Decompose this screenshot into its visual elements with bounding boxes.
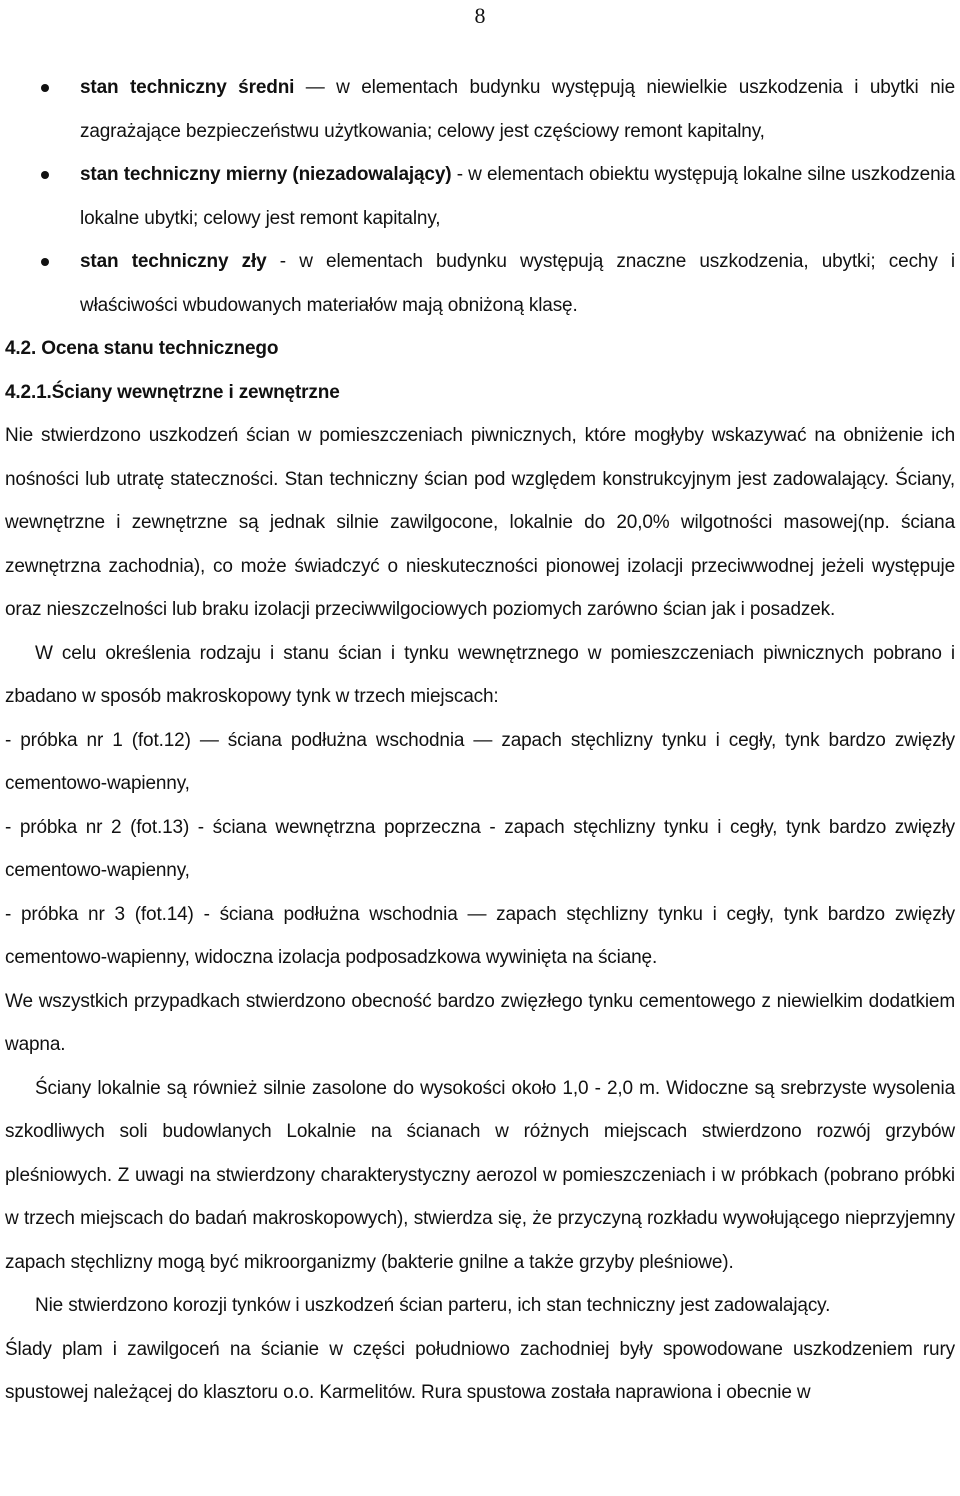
list-item [5,66,955,153]
list-item-term: stan techniczny mierny (niezadowalający) [80,164,452,185]
bullet-icon [41,258,49,266]
paragraph: - próbka nr 3 (fot.14) - ściana podłużna wschodnia — zapach stęchlizny tynku i cegły, tynk bardzo zwięzły cementowo-wapienny, widoczna izolacja podposadzkowa wywinięta na ścianę. [5,903,955,968]
list-item [5,153,955,240]
bullet-icon [41,171,49,179]
paragraph: Nie stwierdzono uszkodzeń ścian w pomieszczeniach piwnicznych, które mogłyby wskazywać na obniżenie ich nośności lub utratę stateczności. Stan techniczny ścian pod względem konstrukcyjnym jest zadowalający. Ściany, wewnętrzne i zewnętrzne są jednak silnie zawilgocone, lokalnie do 20,0% wilgotności masowej(np. ściana zewnętrzna zachodnia), co może świadczyć o nieskuteczności pionowej izolacji przeciwwodnej jeżeli występuje oraz nieszczelności lub braku izolacji przeciwwilgociowych poziomych zarówno ścian jak i posadzek. [5,425,955,620]
paragraph: - próbka nr 2 (fot.13) - ściana wewnętrzna poprzeczna - zapach stęchlizny tynku i cegły, tynk bardzo zwięzły cementowo-wapienny, [5,816,955,881]
list-item-text: — w elementach budynku występują niewielkie uszkodzenia i ubytki nie zagrażające bezpieczeństwu użytkowania; celowy jest częściowy remont kapitalny, [80,77,955,142]
list-item-text: - w elementach obiektu występują lokalne silne uszkodzenia lokalne ubytki; celowy jest remont kapitalny, [80,164,955,229]
page-number: 8 [474,3,486,28]
bullet-icon [41,84,49,92]
list-item-term: stan techniczny średni [80,77,295,98]
document-body [5,66,955,1415]
condition-list [5,66,955,327]
list-item-text: - w elementach budynku występują znaczne uszkodzenia, ubytki; cechy i właściwości wbudowanych materiałów mają obniżoną klasę. [80,251,956,316]
paragraph: Nie stwierdzono korozji tynków i uszkodzeń ścian parteru, ich stan techniczny jest zadowalający. [35,1295,831,1316]
paragraph: - próbka nr 1 (fot.12) — ściana podłużna wschodnia — zapach stęchlizny tynku i cegły, tynk bardzo zwięzły cementowo-wapienny, [5,729,955,794]
paragraph: W celu określenia rodzaju i stanu ścian i tynku wewnętrznego w pomieszczeniach piwnicznych pobrano i zbadano w sposób makroskopowy tynk w trzech miejscach: [5,642,955,707]
list-item [5,240,955,327]
section-heading: 4.2. Ocena stanu technicznego [5,338,279,359]
paragraph: Ślady plam i zawilgoceń na ścianie w części południowo zachodniej były spowodowane uszkodzeniem rury spustowej należącej do klasztoru o.o. Karmelitów. Rura spustowa została naprawiona i obecnie w [5,1338,955,1403]
subsection-heading: 4.2.1.Ściany wewnętrzne i zewnętrzne [5,381,340,403]
paragraph: Ściany lokalnie są również silnie zasolone do wysokości około 1,0 - 2,0 m. Widoczne są srebrzyste wysolenia szkodliwych soli budowlanych Lokalnie na ścianach w różnych miejscach stwierdzono rozwój grzybów pleśniowych. Z uwagi na stwierdzony charakterystyczny aerozol w pomieszczeniach i w próbkach (pobrano próbki w trzech miejscach do badań makroskopowych), stwierdza się, że przyczyną rozkładu wywołującego nieprzyjemny zapach stęchlizny mogą być mikroorganizmy (bakterie gnilne a także grzyby pleśniowe). [5,1077,955,1273]
paragraph: We wszystkich przypadkach stwierdzono obecność bardzo zwięzłego tynku cementowego z niewielkim dodatkiem wapna. [5,990,955,1055]
list-item-term: stan techniczny zły [80,251,267,272]
